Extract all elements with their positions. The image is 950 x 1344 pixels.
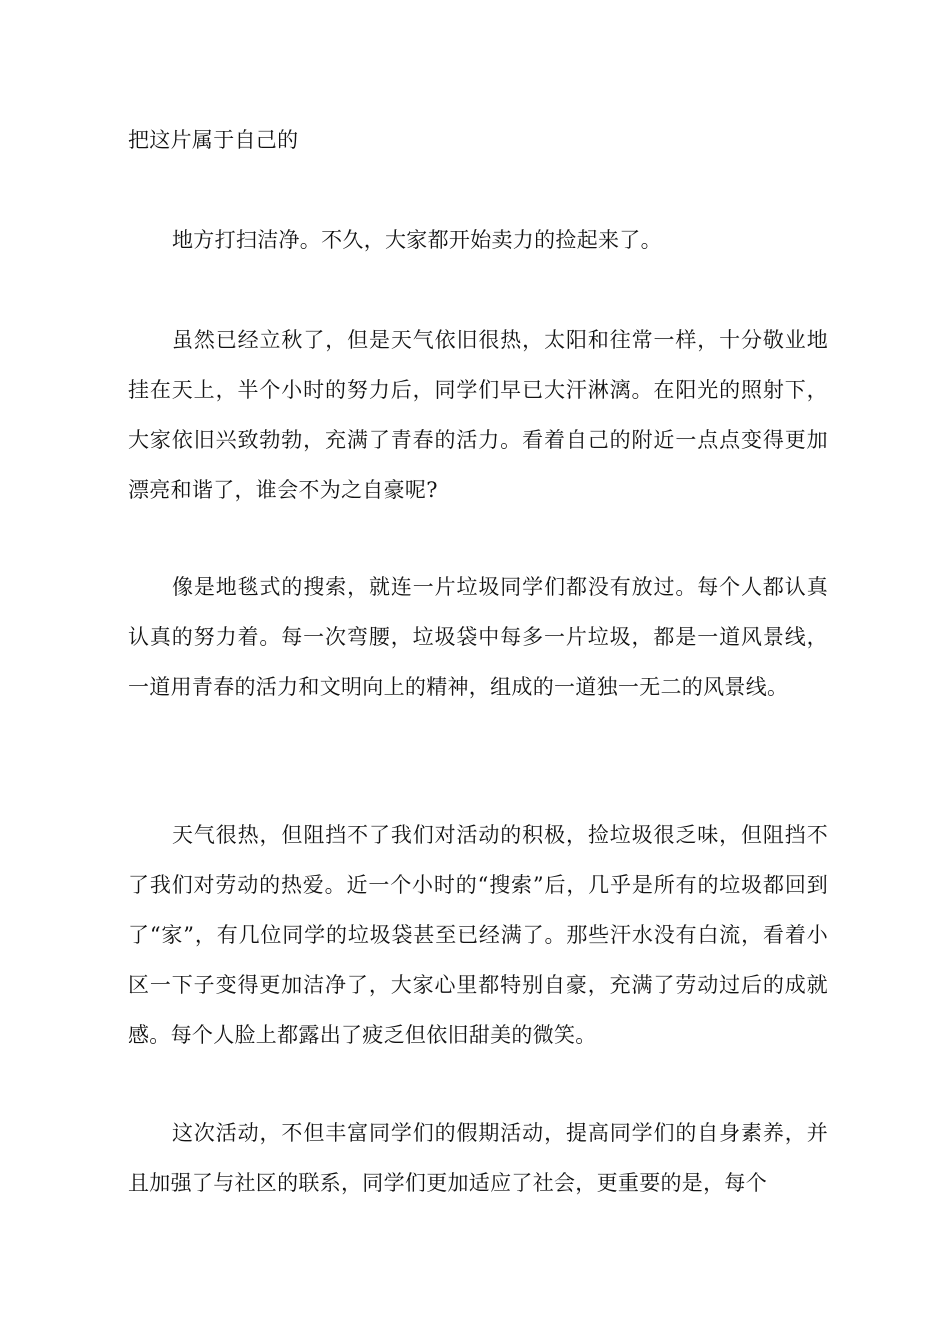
paragraph-2: 地方打扫洁净。不久，大家都开始卖力的捡起来了。 xyxy=(172,228,662,252)
paragraph-5: 天气很热，但阻挡不了我们对活动的积极，捡垃圾很乏味，但阻挡不了我们对劳动的热爱。近一个小时的“搜索”后，几乎是所有的垃圾都回到了“家”，有几位同学的垃圾袋甚至已经满了。那些汗水没有白流，看着小区一下子变得更加洁净了，大家心里都特别自豪，充满了劳动过后的成就感。每个人脸上都露出了疲乏但依旧甜美的微笑。 xyxy=(128,823,828,1047)
paragraph-6: 这次活动，不但丰富同学们的假期活动，提高同学们的自身素养，并且加强了与社区的联系，同学们更加适应了社会，更重要的是，每个 xyxy=(128,1121,828,1195)
paragraph-4: 像是地毯式的搜索，就连一片垃圾同学们都没有放过。每个人都认真认真的努力着。每一次弯腰，垃圾袋中每多一片垃圾，都是一道风景线，一道用青春的活力和文明向上的精神，组成的一道独一无二的风景线。 xyxy=(128,575,828,699)
paragraph-1: 把这片属于自己的 xyxy=(128,128,299,152)
paragraph-3: 虽然已经立秋了，但是天气依旧很热，太阳和往常一样，十分敬业地挂在天上，半个小时的努力后，同学们早已大汗淋漓。在阳光的照射下，大家依旧兴致勃勃，充满了青春的活力。看着自己的附近一点点变得更加漂亮和谐了，谁会不为之自豪呢? xyxy=(128,328,828,502)
